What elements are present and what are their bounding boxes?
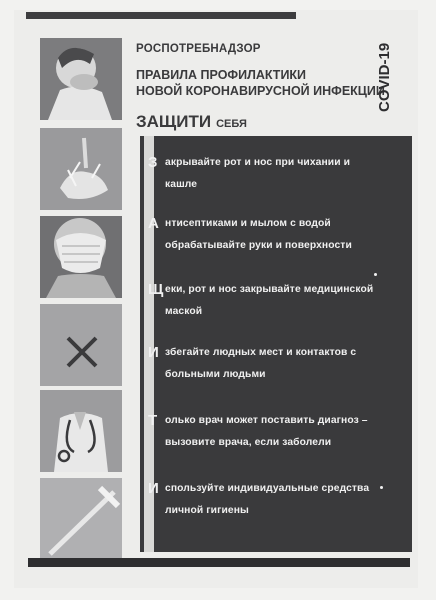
doctor-stethoscope-icon	[40, 390, 122, 472]
protect-heading	[136, 112, 247, 132]
rule-letter: Т	[148, 412, 158, 429]
poster-title	[136, 67, 385, 99]
rule-text	[165, 152, 400, 196]
rule-text	[165, 213, 400, 257]
title-line-2: НОВОЙ КОРОНАВИРУСНОЙ ИНФЕКЦИИ	[136, 84, 385, 98]
covid-label-wrap	[376, 28, 398, 112]
rule-text	[165, 279, 400, 323]
sneezing-person-icon	[40, 38, 122, 120]
rule-line-1: олько врач может поставить диагноз –	[165, 415, 368, 426]
scan-speck	[374, 273, 377, 276]
protect-word: ЗАЩИТИ	[136, 112, 212, 131]
crossed-out-icon	[40, 304, 122, 386]
agency-name: РОСПОТРЕБНАДЗОР	[136, 43, 261, 55]
rule-letter: И	[148, 344, 159, 361]
rule-line-1: еки, рот и нос закрывайте медицинской	[165, 284, 374, 295]
top-decorative-bar	[26, 12, 296, 19]
rule-line-1: нтисептиками и мылом с водой	[165, 218, 331, 229]
rule-line-2: вызовите врача, если заболели	[165, 437, 332, 448]
title-line-1: ПРАВИЛА ПРОФИЛАКТИКИ	[136, 68, 307, 82]
covid-label: COVID-19	[376, 42, 393, 112]
rule-line-1: акрывайте рот и нос при чихании и	[165, 157, 351, 168]
rule-line-2: личной гигиены	[165, 505, 249, 516]
rule-text	[165, 342, 400, 386]
rule-line-2: больными людьми	[165, 369, 266, 380]
scan-speck	[380, 486, 383, 489]
bottom-decorative-bar	[28, 558, 410, 567]
rule-line-1: збегайте людных мест и контактов с	[165, 347, 357, 358]
rule-letter: И	[148, 480, 159, 497]
rule-letter: З	[148, 154, 158, 171]
rule-letter: Щ	[148, 281, 164, 298]
rule-line-2: обрабатывайте руки и поверхности	[165, 240, 352, 251]
hand-washing-icon	[40, 128, 122, 210]
protect-self: СЕБЯ	[216, 118, 247, 130]
rule-line-1: спользуйте индивидуальные средства	[165, 483, 370, 494]
medical-mask-icon	[40, 216, 122, 298]
rule-text	[165, 410, 400, 454]
rule-text	[165, 478, 400, 522]
toothbrush-icon	[40, 478, 122, 560]
rule-line-2: кашле	[165, 179, 198, 190]
illustration-strip	[40, 38, 122, 554]
rule-letter: А	[148, 215, 159, 232]
rule-line-2: маской	[165, 306, 203, 317]
